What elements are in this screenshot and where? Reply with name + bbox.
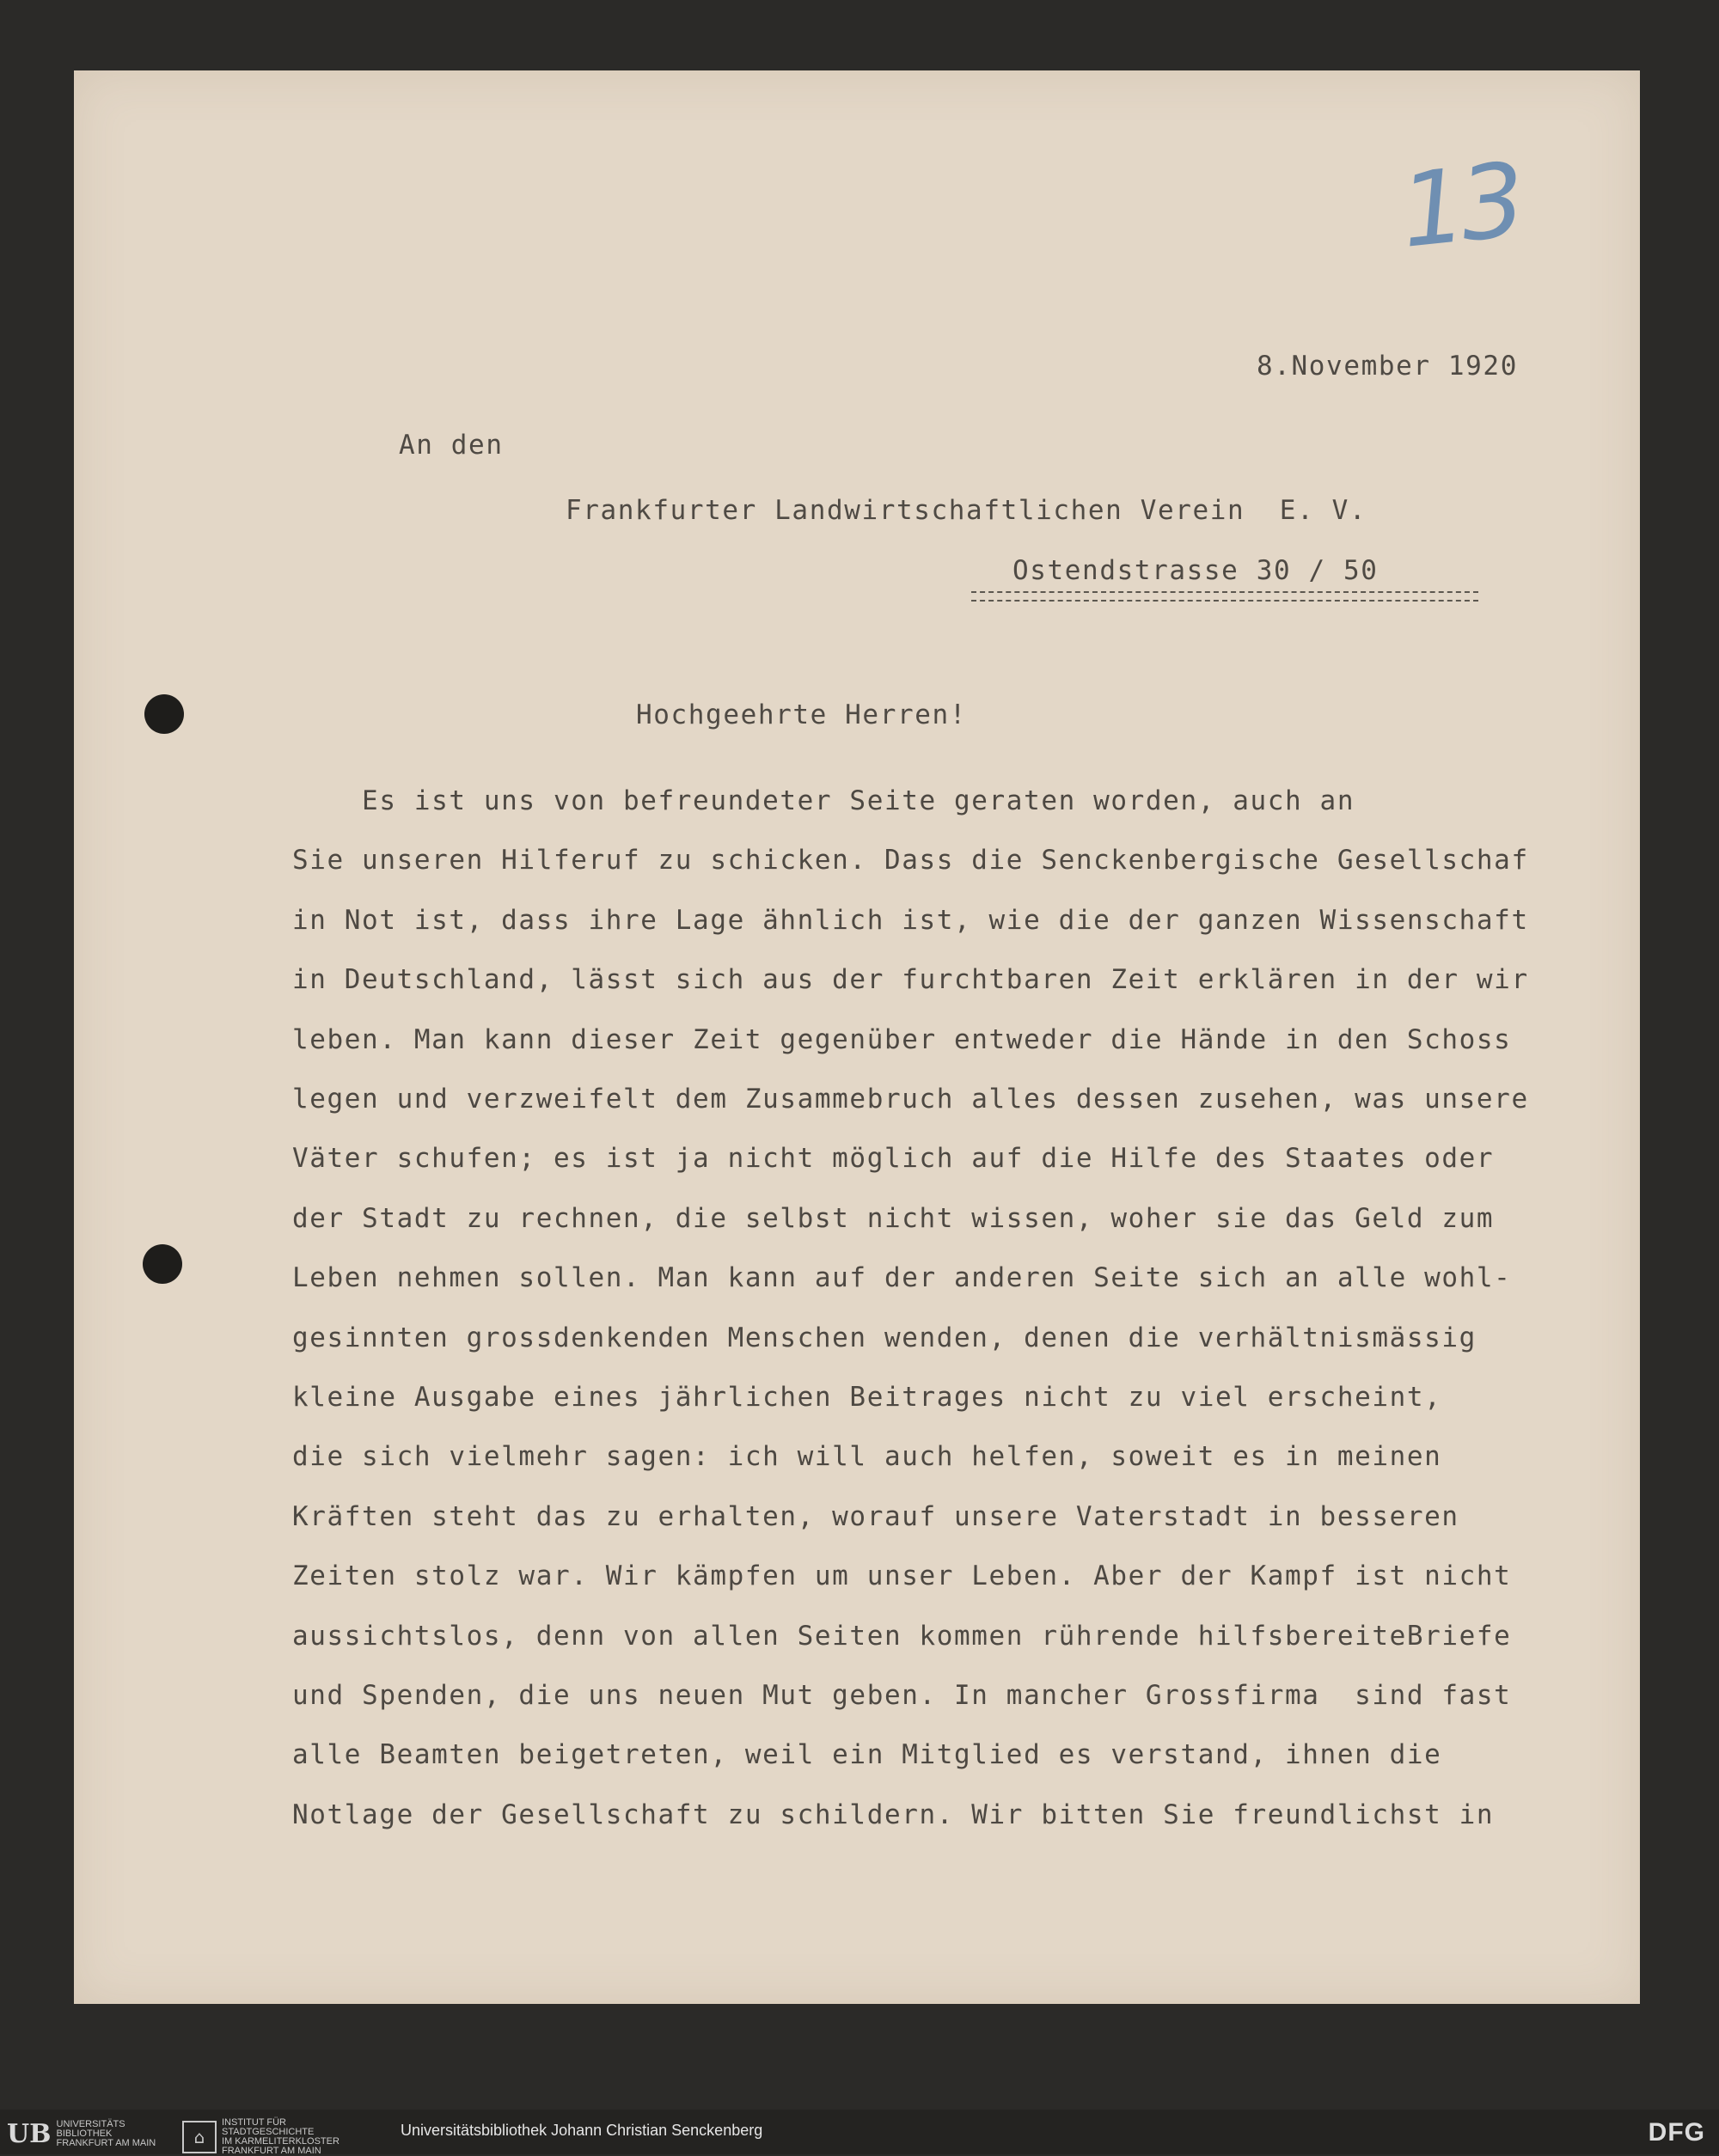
ub-logo-mark: UB	[7, 2118, 52, 2149]
ub-logo	[7, 2118, 170, 2149]
body-line: Es ist uns von befreundeter Seite geraten worden, auch an	[292, 785, 1355, 816]
body-line: legen und verzweifelt dem Zusammebruch alles dessen zusehen, was unsere	[292, 1084, 1529, 1115]
body-line: gesinnten grossdenkenden Menschen wenden, denen die verhältnismässig	[292, 1322, 1477, 1353]
body-line: Zeiten stolz war. Wir kämpfen um unser Leben. Aber der Kampf ist nicht	[292, 1561, 1512, 1591]
folio-number: 13	[1395, 140, 1526, 271]
body-line: leben. Man kann dieser Zeit gegenüber entweder die Hände in den Schoss	[292, 1024, 1512, 1055]
body-line: die sich vielmehr sagen: ich will auch helfen, soweit es in meinen	[292, 1441, 1442, 1472]
body-line: alle Beamten beigetreten, weil ein Mitglied es verstand, ihnen die	[292, 1739, 1442, 1770]
salutation: Hochgeehrte Herren!	[636, 699, 968, 730]
body-line: in Deutschland, lässt sich aus der furchtbaren Zeit erklären in der wir	[292, 964, 1529, 995]
body-line: Väter schufen; es ist ja nicht möglich auf die Hilfe des Staates oder	[292, 1143, 1495, 1174]
letter-date: 8.November 1920	[1257, 351, 1518, 382]
body-line: der Stadt zu rechnen, die selbst nicht wissen, woher sie das Geld zum	[292, 1203, 1495, 1234]
body-line: in Not ist, dass ihre Lage ähnlich ist, wie die der ganzen Wissenschaft	[292, 905, 1529, 936]
body-line: Sie unseren Hilferuf zu schicken. Dass die Senckenbergische Gesellschaf	[292, 845, 1529, 876]
footer-caption: Universitätsbibliothek Johann Christian Senckenberg	[401, 2122, 763, 2139]
isg-logo-text: INSTITUT FÜR STADTGESCHICHTE IM KARMELITERKLOSTER FRANKFURT AM MAIN	[222, 2117, 340, 2156]
recipient-line-2: Frankfurter Landwirtschaftlichen Verein E. V.	[566, 495, 1367, 526]
body-line: Kräften steht das zu erhalten, worauf unsere Vaterstadt in besseren	[292, 1501, 1459, 1532]
dfg-logo: DFG	[1648, 2118, 1705, 2147]
body-line: Notlage der Gesellschaft zu schildern. Wir bitten Sie freundlichst in	[292, 1799, 1495, 1830]
punch-hole-top	[144, 694, 184, 734]
body-line: aussichtslos, denn von allen Seiten kommen rührende hilfsbereiteBriefe	[292, 1621, 1512, 1652]
ub-logo-text: UNIVERSITÄTS BIBLIOTHEK FRANKFURT AM MAIN	[56, 2118, 156, 2148]
recipient-line-1: An den	[399, 430, 504, 461]
isg-logo	[182, 2118, 340, 2156]
footer-bar	[0, 2110, 1719, 2154]
address-underline	[971, 591, 1478, 602]
isg-logo-icon: ⌂	[182, 2121, 217, 2153]
body-line: Leben nehmen sollen. Man kann auf der anderen Seite sich an alle wohl-	[292, 1262, 1512, 1293]
punch-hole-bottom	[143, 1244, 182, 1284]
recipient-line-3: Ostendstrasse 30 / 50	[1012, 555, 1379, 586]
body-line: kleine Ausgabe eines jährlichen Beitrages nicht zu viel erscheint,	[292, 1382, 1442, 1413]
body-line: und Spenden, die uns neuen Mut geben. In mancher Grossfirma sind fast	[292, 1680, 1512, 1711]
